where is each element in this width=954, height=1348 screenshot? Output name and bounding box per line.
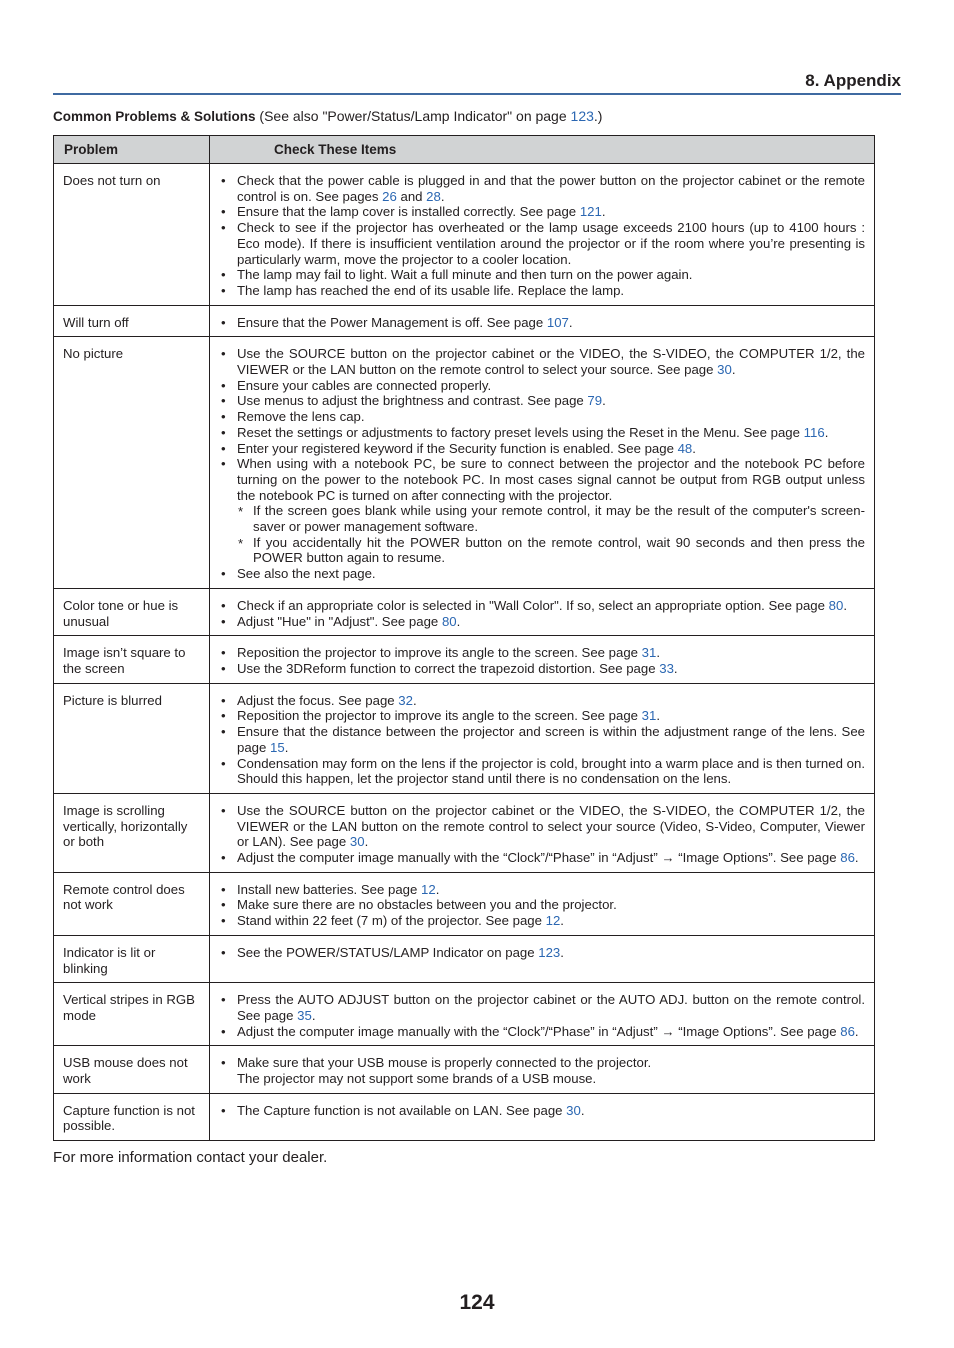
check-item <box>219 346 865 377</box>
check-item <box>219 850 865 866</box>
check-items-cell <box>210 337 875 589</box>
table-row <box>54 683 875 793</box>
check-item <box>219 409 865 425</box>
page-link[interactable]: 30 <box>717 362 732 378</box>
check-item-text: . <box>364 834 369 850</box>
problem-cell: Vertical stripes in RGB mode <box>54 983 210 1046</box>
page-link[interactable]: 15 <box>270 739 285 755</box>
intro-line <box>53 108 901 124</box>
check-items-list <box>219 693 865 787</box>
check-item-text: See also the next page. <box>237 566 376 582</box>
check-item-text: . <box>440 188 445 204</box>
check-items-list <box>219 346 865 582</box>
column-header-problem: Problem <box>54 136 210 164</box>
intro-page-link[interactable]: 123 <box>570 108 594 124</box>
check-item-text: Reposition the projector to improve its angle to the screen. See page <box>237 645 642 661</box>
check-item <box>219 897 865 913</box>
check-item-text: Make sure that your USB mouse is properly connected to the projector. <box>237 1055 652 1071</box>
check-item <box>219 283 865 299</box>
check-item <box>219 566 865 582</box>
check-item-text: Make sure there are no obstacles between you and the projector. <box>237 897 617 913</box>
section-title: 8. Appendix <box>805 71 901 90</box>
check-item-text: Stand within 22 feet (7 m) of the projector. See page <box>237 913 546 929</box>
page-link[interactable]: 31 <box>641 645 657 661</box>
check-item-text: . <box>656 645 660 661</box>
page-link[interactable]: 32 <box>398 692 413 708</box>
table-header-row <box>54 136 875 164</box>
check-item <box>219 945 865 961</box>
check-items-cell <box>210 305 875 337</box>
table-row <box>54 872 875 935</box>
intro-text: (See also "Power/Status/Lamp Indicator" on page <box>255 108 571 124</box>
check-item-text: Reposition the projector to improve its angle to the screen. See page <box>237 708 642 724</box>
check-items-cell <box>210 636 875 683</box>
check-item-text: Reset the settings or adjustments to factory preset levels using the Reset in the Menu. See page <box>237 424 804 440</box>
check-item <box>219 645 865 661</box>
check-item <box>219 598 865 614</box>
check-item <box>219 1103 865 1119</box>
check-item-text: Adjust the computer image manually with the “Clock”/“Phase” in “Adjust” → “Image Options”. See page <box>237 1023 841 1039</box>
page-link[interactable]: 28 <box>426 188 441 204</box>
header-rule <box>53 93 901 95</box>
table-row <box>54 588 875 635</box>
check-item-text: . <box>824 424 829 440</box>
check-item-text: . <box>580 1102 585 1118</box>
problems-table <box>53 135 875 1141</box>
check-item-text: Press the AUTO ADJUST button on the projector cabinet or the AUTO ADJ. button on the remote control. See page <box>237 992 865 1023</box>
note-item: * If you accidentally hit the POWER button on the remote control, wait 90 seconds and then press the POWER button again to resume. <box>219 535 865 566</box>
table-row <box>54 983 875 1046</box>
check-item <box>219 173 865 204</box>
check-item <box>219 1024 865 1040</box>
page-link[interactable]: 79 <box>587 393 603 409</box>
check-item-text: . <box>435 881 440 897</box>
table-row <box>54 305 875 337</box>
page-link[interactable]: 107 <box>546 314 569 330</box>
page-link[interactable]: 31 <box>641 708 657 724</box>
check-item-text: Remove the lens cap. <box>237 409 365 425</box>
check-item <box>219 378 865 394</box>
problem-cell: No picture <box>54 337 210 589</box>
check-item <box>219 220 865 267</box>
check-item-text: and <box>396 188 427 204</box>
check-item-text: Check if an appropriate color is selected in "Wall Color". If so, select an appropriate option. See page <box>237 597 829 613</box>
page-link[interactable]: 86 <box>840 850 855 866</box>
check-item <box>219 393 865 409</box>
check-item-text: Use the SOURCE button on the projector cabinet or the VIDEO, the S-VIDEO, the COMPUTER 1/2, the VIEWER or the LAN button on the remote control to select your source (Video, S-Video, Computer, Viewer or LAN). See page <box>237 802 865 850</box>
check-item-text: Adjust the focus. See page <box>237 692 399 708</box>
footer-note: For more information contact your dealer. <box>53 1149 328 1166</box>
page-link[interactable]: 33 <box>659 660 674 676</box>
note-item: * If the screen goes blank while using your remote control, it may be the result of the computer's screen-saver or power management software. <box>219 503 865 534</box>
check-item-text: . <box>560 913 564 929</box>
intro-text-end: .) <box>593 108 603 124</box>
check-item <box>219 425 865 441</box>
check-item <box>219 614 865 630</box>
page-link[interactable]: 123 <box>538 944 561 960</box>
check-items-cell <box>210 935 875 982</box>
page-link[interactable]: 35 <box>297 1007 312 1023</box>
check-item <box>219 661 865 677</box>
check-item-text: . <box>692 440 696 456</box>
check-items-list <box>219 992 865 1039</box>
page-number: 124 <box>459 1291 495 1314</box>
check-item-text: Check to see if the projector has overheated or the lamp usage exceeds 2100 hours (up to 4100 hours : Eco mode). If there is insufficient ventilation around the projector or if the room where you’re presenting is particularly warm, move the projector to a cooler location. <box>237 220 865 267</box>
check-items-cell <box>210 164 875 306</box>
check-item-text: Use menus to adjust the brightness and contrast. See page <box>237 393 588 409</box>
check-item-text: . <box>731 362 736 378</box>
check-item-text: Use the 3DReform function to correct the trapezoid distortion. See page <box>237 660 660 676</box>
check-item-text: . <box>602 393 606 409</box>
check-item-text: . <box>601 204 606 220</box>
check-item <box>219 708 865 724</box>
problem-cell: Picture is blurred <box>54 683 210 793</box>
problem-cell: Image is scrolling vertically, horizontally or both <box>54 793 210 872</box>
page-link[interactable]: 12 <box>545 913 561 929</box>
page-link[interactable]: 116 <box>803 424 825 440</box>
table-row <box>54 337 875 589</box>
page-link[interactable]: 80 <box>441 613 457 629</box>
check-items-list <box>219 645 865 676</box>
check-item-text: The Capture function is not available on LAN. See page <box>237 1102 567 1118</box>
check-item-text: The lamp has reached the end of its usable life. Replace the lamp. <box>237 282 625 298</box>
problem-cell: Does not turn on <box>54 164 210 306</box>
problem-cell: Image isn’t square to the screen <box>54 636 210 683</box>
check-item-text: . <box>854 850 859 866</box>
check-item-text: Check that the power cable is plugged in and that the power button on the projector cabinet or the remote control is on. See pages <box>237 173 865 204</box>
check-item <box>219 756 865 787</box>
table-row <box>54 1046 875 1093</box>
check-item-text: . <box>854 1023 859 1039</box>
check-items-cell <box>210 588 875 635</box>
check-item-text: . <box>456 613 461 629</box>
page-link[interactable]: 80 <box>828 597 844 613</box>
check-items-list <box>219 315 865 331</box>
check-items-list <box>219 803 865 866</box>
check-item-text: Condensation may form on the lens if the projector is cold, brought into a warm place and is then turned on. Should this happen, let the projector stand until there is no condensation on the lens. <box>237 755 865 787</box>
check-item-text: See the POWER/STATUS/LAMP Indicator on page <box>237 944 539 960</box>
problem-cell: USB mouse does not work <box>54 1046 210 1093</box>
check-items-list <box>219 1055 865 1086</box>
check-item <box>219 456 865 503</box>
check-item <box>219 693 865 709</box>
check-item-text: Ensure that the Power Management is off. See page <box>237 314 547 330</box>
check-items-cell <box>210 683 875 793</box>
check-items-list <box>219 1103 865 1119</box>
check-items-cell <box>210 872 875 935</box>
check-item-text: Enter your registered keyword if the Security function is enabled. See page <box>237 440 678 456</box>
check-item <box>219 315 865 331</box>
table-row <box>54 793 875 872</box>
check-item-text: Ensure that the lamp cover is installed correctly. See page <box>237 204 580 220</box>
table-row <box>54 164 875 306</box>
intro-bold: Common Problems & Solutions <box>53 109 256 124</box>
problem-cell: Indicator is lit or blinking <box>54 935 210 982</box>
check-item <box>219 803 865 850</box>
page-link[interactable]: 48 <box>677 440 693 456</box>
check-item <box>219 204 865 220</box>
check-item-text: Use the SOURCE button on the projector cabinet or the VIDEO, the S-VIDEO, the COMPUTER 1/2, the VIEWER or the LAN button on the remote control to select your source. See page <box>237 346 865 378</box>
check-item-text: . <box>284 739 289 755</box>
page-link[interactable]: 30 <box>566 1102 581 1118</box>
check-item-text: Adjust "Hue" in "Adjust". See page <box>237 613 442 629</box>
check-item-text: Install new batteries. See page <box>237 881 422 897</box>
problem-cell: Capture function is not possible. <box>54 1093 210 1140</box>
check-item <box>219 267 865 283</box>
page-link[interactable]: 30 <box>349 834 365 850</box>
check-items-list <box>219 882 865 929</box>
page-link[interactable]: 12 <box>421 881 436 897</box>
check-items-cell <box>210 793 875 872</box>
check-items-list <box>219 598 865 629</box>
check-item-text: When using with a notebook PC, be sure to connect between the projector and the notebook PC before turning on the power to the notebook PC. In most cases signal cannot be output from RGB output unless the notebook PC is turned on after connecting with the projector. <box>237 456 865 503</box>
check-item-text: . <box>656 708 660 724</box>
check-items-cell <box>210 983 875 1046</box>
check-item-text: . <box>311 1007 316 1023</box>
check-item-continuation: The projector may not support some brands of a USB mouse. <box>237 1071 597 1087</box>
check-item <box>219 724 865 755</box>
check-item-text: The lamp may fail to light. Wait a full minute and then turn on the power again. <box>237 267 693 283</box>
check-items-cell <box>210 1046 875 1093</box>
table-row <box>54 935 875 982</box>
table-row <box>54 636 875 683</box>
check-item <box>219 441 865 457</box>
problem-cell: Will turn off <box>54 305 210 337</box>
check-item <box>219 1055 865 1071</box>
check-item-text: Ensure that the distance between the projector and screen is within the adjustment range of the lens. See page <box>237 724 865 755</box>
check-item <box>219 913 865 929</box>
check-item-text: Ensure your cables are connected properly. <box>237 377 492 393</box>
check-item-text: . <box>843 597 847 613</box>
check-items-list <box>219 945 865 961</box>
page-link[interactable]: 86 <box>840 1023 855 1039</box>
check-item-text: . <box>412 692 417 708</box>
check-item-text: Adjust the computer image manually with the “Clock”/“Phase” in “Adjust” → “Image Options”. See page <box>237 850 841 866</box>
column-header-check-items: Check These Items <box>210 136 875 164</box>
problem-cell: Color tone or hue is unusual <box>54 588 210 635</box>
check-item-text: . <box>568 314 573 330</box>
check-item-text: . <box>673 660 678 676</box>
check-item-text: . <box>560 944 564 960</box>
problem-cell: Remote control does not work <box>54 872 210 935</box>
check-items-cell <box>210 1093 875 1140</box>
table-row <box>54 1093 875 1140</box>
page-link[interactable]: 121 <box>579 204 602 220</box>
check-item <box>219 992 865 1023</box>
check-item <box>219 882 865 898</box>
check-items-list <box>219 173 865 299</box>
page-link[interactable]: 26 <box>382 188 397 204</box>
